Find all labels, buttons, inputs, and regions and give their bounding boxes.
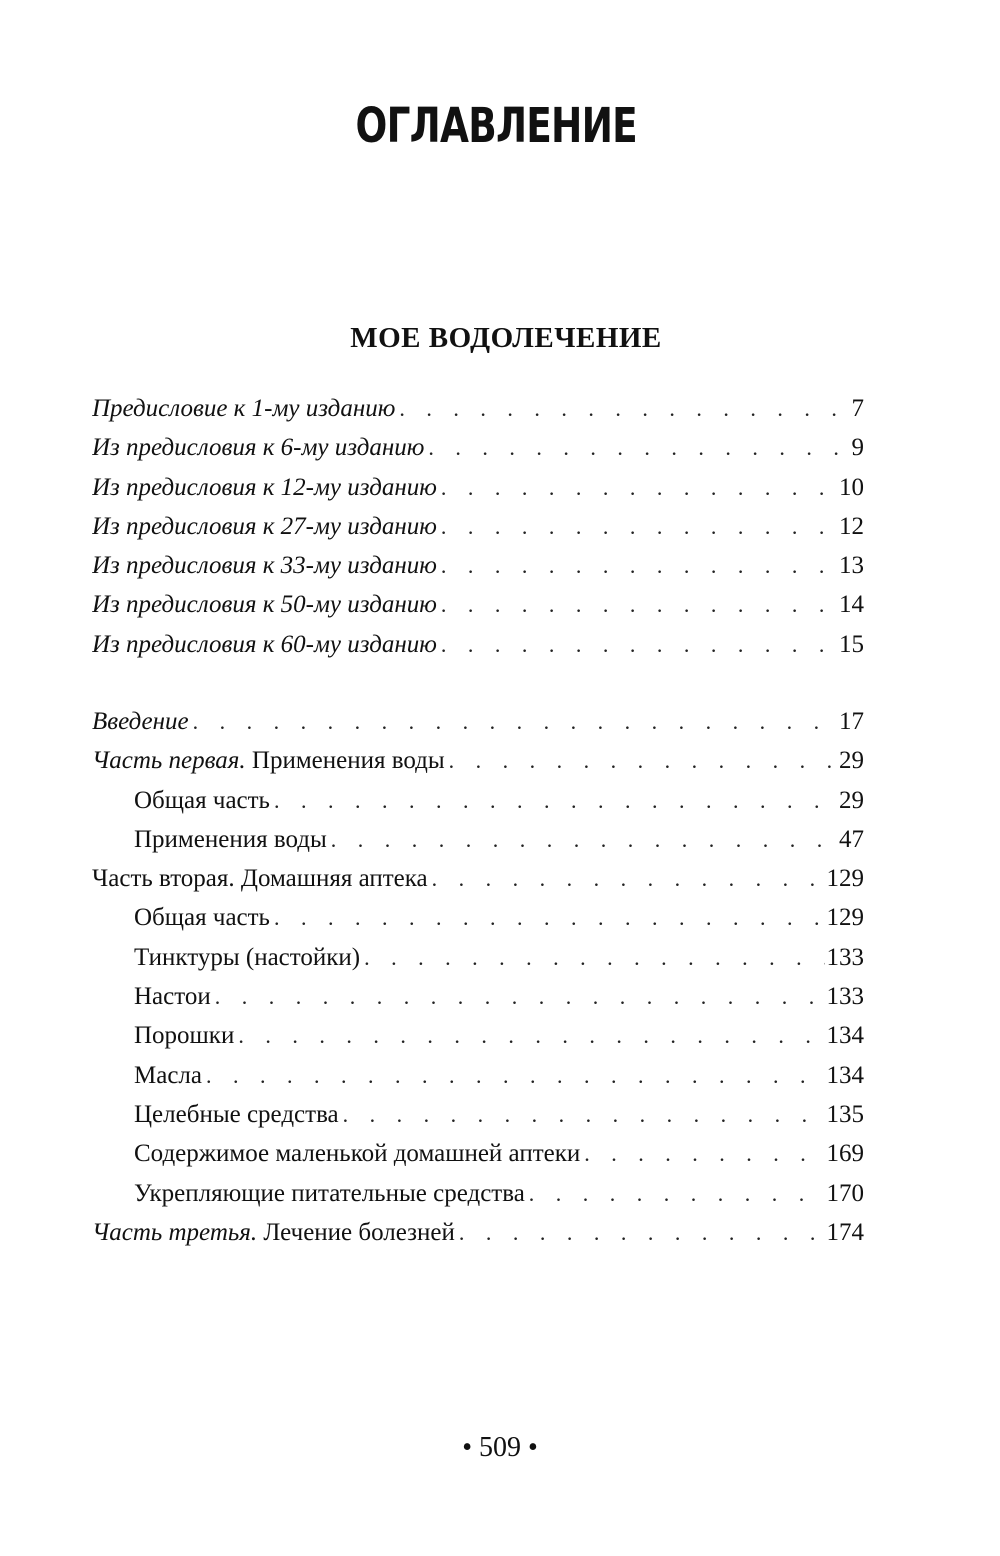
toc-entry[interactable] (92, 781, 864, 820)
toc-entry[interactable] (92, 1056, 864, 1095)
toc-entry-label: Из предисловия к 12-му изданию (92, 473, 437, 501)
toc-entry-part-prefix: Часть третья. (92, 1218, 258, 1246)
dot-leader (584, 1134, 824, 1173)
toc-entry-part-three[interactable] (92, 1213, 864, 1252)
toc-entry-label: Из предисловия к 60-му изданию (92, 630, 437, 658)
section-title: МОЕ ВОДОЛЕЧЕНИЕ (350, 322, 662, 354)
dot-leader (529, 1174, 825, 1213)
dot-leader (441, 625, 837, 664)
dot-leader (441, 585, 837, 624)
dot-leader (331, 820, 837, 859)
dot-leader (432, 859, 825, 898)
toc-entry-page: 47 (837, 820, 864, 859)
toc-entry-label: Укрепляющие питательные средства (134, 1179, 525, 1207)
toc-entry-page: 134 (825, 1016, 865, 1055)
toc-entry[interactable] (92, 1134, 864, 1173)
toc-entry-label: Предисловие к 1-му изданию (92, 395, 396, 422)
toc-entry-label: Порошки (134, 1022, 235, 1050)
toc-entry-part-one[interactable] (92, 741, 864, 780)
toc-entry[interactable] (92, 1016, 864, 1055)
toc-entry[interactable] (92, 546, 864, 585)
toc-entry[interactable] (92, 585, 864, 624)
toc-entry[interactable] (92, 898, 864, 937)
toc-entry-label: Применения воды (134, 825, 327, 853)
dot-leader (441, 546, 837, 585)
toc-entry-page: 29 (837, 741, 864, 780)
toc-prefaces (92, 389, 864, 664)
page-number: • 509 • (462, 1432, 538, 1463)
dot-leader (441, 468, 837, 507)
toc-entry-label: Часть вторая. Домашняя аптека (92, 865, 428, 893)
dot-leader (193, 702, 837, 741)
toc-entry-page: 12 (837, 507, 864, 546)
dot-leader (459, 1213, 825, 1252)
dot-leader (441, 507, 837, 546)
toc-entry-page: 133 (825, 977, 865, 1016)
dot-leader (343, 1095, 825, 1134)
toc-entry-page: 174 (825, 1213, 865, 1252)
toc-entry-page: 129 (825, 898, 865, 937)
toc-entry-label: Из предисловия к 50-му изданию (92, 591, 437, 619)
toc-entry-label: Целебные средства (134, 1100, 339, 1128)
toc-entry[interactable] (92, 389, 864, 428)
toc-entry-page: 9 (850, 428, 865, 467)
toc-entry-page: 15 (837, 625, 864, 664)
toc-entry-label: Из предисловия к 33-му изданию (92, 552, 437, 580)
toc-entry[interactable] (92, 1095, 864, 1134)
toc-entry-page: 129 (825, 859, 865, 898)
toc-entry-page: 13 (837, 546, 864, 585)
toc-entry-label: Применения воды (245, 747, 445, 775)
toc-entry-label: Лечение болезней (257, 1218, 455, 1246)
toc-entry-page: 14 (837, 585, 864, 624)
toc-entry-label: Содержимое маленькой домашней аптеки (134, 1140, 581, 1168)
page-title: ОГЛАВЛЕНИЕ (355, 98, 637, 154)
toc-entry-label: Общая часть (134, 904, 270, 932)
toc-entry-page: 133 (825, 938, 865, 977)
toc-entry-label: Общая часть (134, 786, 270, 814)
toc-entry-label: Из предисловия к 6-му изданию (92, 434, 425, 462)
dot-leader (449, 741, 837, 780)
toc-entry-part-two[interactable] (92, 859, 864, 898)
toc-entry[interactable] (92, 1174, 864, 1213)
toc-entry-page: 134 (825, 1056, 865, 1095)
toc-entry-part-prefix: Часть первая. (92, 747, 246, 775)
dot-leader (274, 781, 837, 820)
dot-leader (399, 389, 849, 428)
dot-leader (238, 1016, 824, 1055)
toc-entry[interactable] (92, 820, 864, 859)
toc-entry[interactable] (92, 625, 864, 664)
toc-contents (92, 702, 864, 1252)
dot-leader (364, 938, 824, 977)
toc-entry[interactable] (92, 468, 864, 507)
toc-entry-page: 29 (837, 781, 864, 820)
toc-entry-label: Тинктуры (настойки) (134, 943, 361, 971)
toc-entry-label: Настои (134, 983, 211, 1011)
toc-entry-label: Из предисловия к 27-му изданию (92, 512, 437, 540)
toc-entry-label: Масла (134, 1061, 202, 1089)
toc-entry-page: 170 (825, 1174, 865, 1213)
toc-entry[interactable] (92, 428, 864, 467)
toc-entry[interactable] (92, 977, 864, 1016)
toc-entry-page: 7 (850, 389, 865, 428)
dot-leader (206, 1056, 825, 1095)
toc-entry-page: 135 (825, 1095, 865, 1134)
dot-leader (428, 428, 849, 467)
toc-entry-page: 169 (825, 1134, 865, 1173)
toc-entry-label: Введение (92, 708, 189, 735)
dot-leader (274, 898, 825, 937)
toc-entry[interactable] (92, 507, 864, 546)
toc-entry-page: 10 (837, 468, 864, 507)
toc-entry-page: 17 (837, 702, 864, 741)
toc-entry[interactable] (92, 938, 864, 977)
dot-leader (215, 977, 825, 1016)
toc-entry-intro[interactable] (92, 702, 864, 741)
